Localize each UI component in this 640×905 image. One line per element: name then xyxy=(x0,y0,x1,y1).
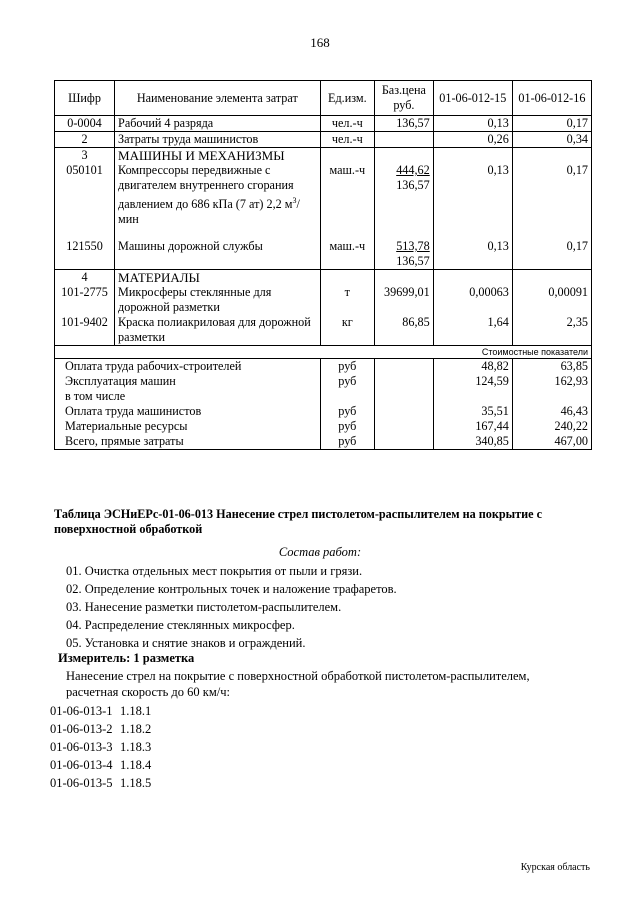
table-row xyxy=(55,285,592,315)
row-code: 101-2775 xyxy=(55,285,115,315)
table-row xyxy=(55,132,592,148)
row-unit: т xyxy=(320,285,374,315)
row-price: 136,57 xyxy=(375,116,434,132)
ref: 1.18.5 xyxy=(120,776,152,790)
code: 01-06-013-5 xyxy=(50,776,113,790)
row-v2: 0,00091 xyxy=(512,285,591,315)
total-row xyxy=(55,404,592,419)
col-header-v2: 01-06-012-16 xyxy=(512,81,591,116)
row-unit: кг xyxy=(320,315,374,346)
price-worker: 136,57 xyxy=(396,178,430,192)
col-header-v1: 01-06-012-15 xyxy=(433,81,512,116)
table-row xyxy=(55,239,592,270)
row-v2: 2,35 xyxy=(512,315,591,346)
code: 01-06-013-4 xyxy=(50,758,113,772)
total-row xyxy=(55,419,592,434)
row-code: 101-9402 xyxy=(55,315,115,346)
row-name: Рабочий 4 разряда xyxy=(115,116,321,132)
row-price xyxy=(375,163,434,239)
row-v1: 0,26 xyxy=(433,132,512,148)
total-unit xyxy=(320,389,374,404)
total-name: Материальные ресурсы xyxy=(55,419,321,434)
section-row-machines xyxy=(55,148,592,164)
table-row xyxy=(55,315,592,346)
col-header-name: Наименование элемента затрат xyxy=(115,81,321,116)
row-unit: чел.-ч xyxy=(320,132,374,148)
section-title: МАТЕРИАЛЫ xyxy=(115,270,321,286)
row-v2: 0,34 xyxy=(512,132,591,148)
total-v2: 467,00 xyxy=(512,434,591,450)
row-price: 86,85 xyxy=(375,315,434,346)
cost-indicators-row xyxy=(55,346,592,359)
row-price xyxy=(375,132,434,148)
total-v1: 167,44 xyxy=(433,419,512,434)
table-title: Таблица ЭСНиЕРс-01-06-013 Нанесение стрел пистолетом-распылителем на покрытие с поверхностной обработкой xyxy=(54,507,543,536)
row-unit: маш.-ч xyxy=(320,163,374,239)
row-v1: 0,00063 xyxy=(433,285,512,315)
table-row xyxy=(55,163,592,239)
resource-table xyxy=(54,80,592,450)
section-title: МАШИНЫ И МЕХАНИЗМЫ xyxy=(115,148,321,164)
total-row xyxy=(55,389,592,404)
row-v1: 1,64 xyxy=(433,315,512,346)
price-worker: 136,57 xyxy=(396,254,430,269)
row-code: 2 xyxy=(55,132,115,148)
total-unit: руб xyxy=(320,404,374,419)
measure-unit: Измеритель: 1 разметка xyxy=(58,651,195,665)
list-item xyxy=(50,774,151,792)
code: 01-06-013-1 xyxy=(50,704,113,718)
list-item xyxy=(50,756,151,774)
code-list xyxy=(50,702,151,792)
col-header-unit: Ед.изм. xyxy=(320,81,374,116)
ref: 1.18.4 xyxy=(120,758,152,772)
ref: 1.18.1 xyxy=(120,704,152,718)
list-item: 03. Нанесение разметки пистолетом-распылителем. xyxy=(66,600,342,614)
total-name: Оплата труда рабочих-строителей xyxy=(55,359,321,375)
total-unit: руб xyxy=(320,359,374,375)
page-number: 168 xyxy=(310,35,330,50)
list-item: 05. Установка и снятие знаков и ограждений. xyxy=(66,636,306,650)
code: 01-06-013-2 xyxy=(50,722,113,736)
row-v2: 0,17 xyxy=(512,163,591,239)
total-name: Всего, прямые затраты xyxy=(55,434,321,450)
total-v1: 48,82 xyxy=(433,359,512,375)
row-v1: 0,13 xyxy=(433,239,512,270)
total-name: Оплата труда машинистов xyxy=(55,404,321,419)
row-unit: чел.-ч xyxy=(320,116,374,132)
row-code: 121550 xyxy=(55,239,115,270)
total-unit: руб xyxy=(320,374,374,389)
list-item: 04. Распределение стеклянных микросфер. xyxy=(66,618,295,632)
table-row xyxy=(55,116,592,132)
row-v2: 0,17 xyxy=(512,239,591,270)
row-v1: 0,13 xyxy=(433,163,512,239)
row-name: Компрессоры передвижные с двигателем внутреннего сгорания давлением до 686 кПа (7 ат) 2,2 $м^3$/мин xyxy=(115,163,321,239)
row-price: 39699,01 xyxy=(375,285,434,315)
work-composition-heading: Состав работ: xyxy=(278,545,362,559)
total-name: в том числе xyxy=(55,389,321,404)
section-row-materials xyxy=(55,270,592,286)
col-header-code: Шифр xyxy=(55,81,115,116)
code: 01-06-013-3 xyxy=(50,740,113,754)
total-name: Эксплуатация машин xyxy=(55,374,321,389)
list-item: 01. Очистка отдельных мест покрытия от пыли и грязи. xyxy=(66,564,363,578)
row-name: Машины дорожной службы xyxy=(115,239,321,270)
total-row xyxy=(55,434,592,450)
total-v1: 340,85 xyxy=(433,434,512,450)
total-unit: руб xyxy=(320,434,374,450)
cost-indicators-label: Стоимостные показатели xyxy=(55,346,592,359)
row-v2: 0,17 xyxy=(512,116,591,132)
row-code: 3 xyxy=(55,148,115,164)
table-header xyxy=(55,81,592,116)
description: Нанесение стрел на покрытие с поверхностной обработкой пистолетом-распылителем, расчетная скорость до 60 км/ч: xyxy=(66,669,530,699)
total-row xyxy=(55,374,592,389)
total-v1 xyxy=(433,389,512,404)
row-v1: 0,13 xyxy=(433,116,512,132)
row-name: Микросферы стеклянные для дорожной разметки xyxy=(115,285,321,315)
price-value: 444,62 xyxy=(396,163,430,177)
total-v2 xyxy=(512,389,591,404)
row-code: 050101 xyxy=(55,163,115,239)
col-header-price: Баз.цена руб. xyxy=(375,81,434,116)
total-v1: 35,51 xyxy=(433,404,512,419)
list-item xyxy=(50,720,151,738)
row-name: Краска полиакриловая для дорожной разметки xyxy=(115,315,321,346)
list-item xyxy=(50,738,151,756)
region-footer: Курская область xyxy=(520,862,590,873)
total-v2: 63,85 xyxy=(512,359,591,375)
total-v2: 162,93 xyxy=(512,374,591,389)
list-item: 02. Определение контрольных точек и наложение трафаретов. xyxy=(66,582,397,596)
total-v2: 46,43 xyxy=(512,404,591,419)
row-name: Затраты труда машинистов xyxy=(115,132,321,148)
price-value: 513,78 xyxy=(396,239,430,254)
row-code: 4 xyxy=(55,270,115,286)
row-code: 0-0004 xyxy=(55,116,115,132)
row-unit: маш.-ч xyxy=(320,239,374,270)
ref: 1.18.3 xyxy=(120,740,152,754)
work-list xyxy=(66,562,397,652)
list-item xyxy=(50,702,151,720)
total-row xyxy=(55,359,592,375)
total-v1: 124,59 xyxy=(433,374,512,389)
total-v2: 240,22 xyxy=(512,419,591,434)
total-unit: руб xyxy=(320,419,374,434)
ref: 1.18.2 xyxy=(120,722,152,736)
row-price xyxy=(375,239,434,270)
